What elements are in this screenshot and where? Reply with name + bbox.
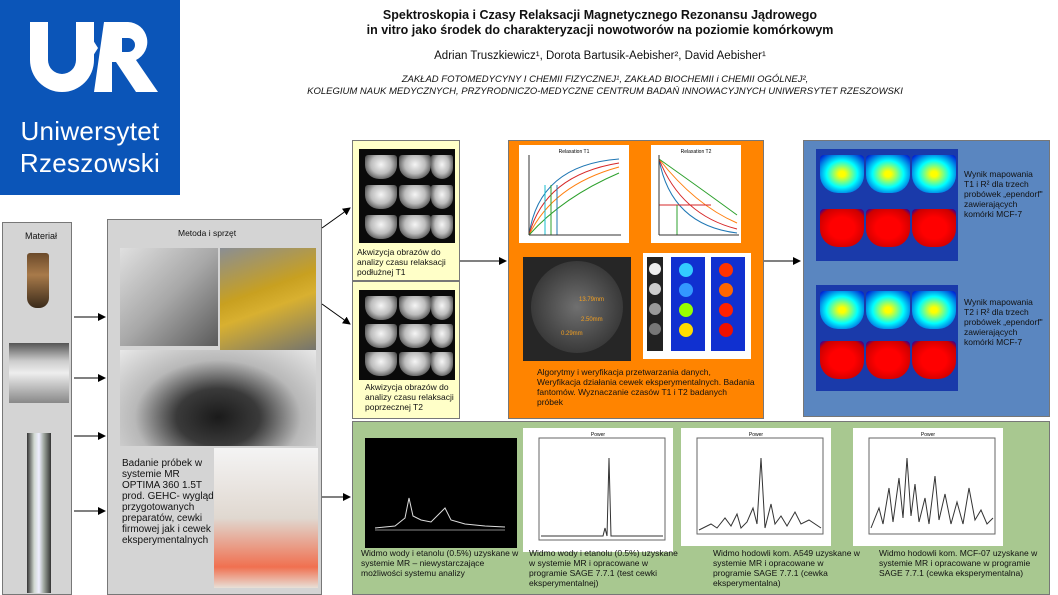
t1-acquisition-panel	[352, 140, 460, 281]
spectrum-plot-title-3: Power	[748, 432, 764, 438]
t1-mri-images	[359, 149, 455, 243]
t2-plot-title: Relaxation T2	[680, 149, 712, 155]
spectrum-caption-4: Widmo hodowli kom. MCF-07 uzyskane w systemie MR i opracowane w programie SAGE 7.7.1 (cewka eksperymentalna)	[879, 548, 1038, 578]
t2-map-image	[816, 285, 958, 391]
t1-plot-title: Relaxation T1	[558, 149, 590, 155]
algorithm-caption: Algorytmy i weryfikacja przetwarzania danych, Weryfikacja działania cewek eksperymentalnych. Badania fantomów. Wyznaczanie czasów T1 i T2 badanych próbek	[537, 367, 755, 407]
t1-relaxation-plot	[519, 145, 629, 243]
phantom-colormap-image	[643, 253, 751, 359]
affiliation-line-2: KOLEGIUM NAUK MEDYCZNYCH, PRZYRODNICZO-MEDYCZNE CENTRUM BADAŃ INNOWACYJNYCH UNIWERSYTET RZESZOWSKI	[307, 86, 903, 97]
water-ethanol-spectrum-plot	[523, 428, 673, 552]
phantom-label-1: 13.79mm	[579, 297, 605, 303]
algorithm-panel	[508, 140, 764, 419]
logo-text-line2: Rzeszowski	[19, 148, 161, 178]
t1-map-caption: Wynik mapowania T1 i R² dla trzech probówek „ependorf" zawierających komórki MCF-7	[964, 169, 1043, 219]
title-line-1: Spektroskopia i Czasy Relaksacji Magnetycznego Rezonansu Jądrowego	[382, 8, 818, 22]
material-label: Materiał	[25, 231, 58, 241]
t2-mri-images	[359, 290, 455, 380]
logo-text-line1: Uniwersytet	[20, 116, 160, 146]
phantom-mri-image	[523, 257, 631, 361]
phantom-label-3: 0.29mm	[561, 331, 583, 337]
t1-map-image	[816, 149, 958, 261]
t2-acquisition-panel	[352, 281, 460, 419]
spectrum-caption-2: Widmo wody i etanolu (0.5%) uzyskane w systemie MR i opracowane w programie SAGE 7.7.1 (test cewki eksperymentalnej)	[529, 548, 678, 588]
authors: Adrian Truszkiewicz¹, Dorota Bartusik-Aebisher², David Aebisher¹	[434, 50, 766, 62]
t2-relaxation-plot	[651, 145, 741, 243]
method-label: Metoda i sprzęt	[178, 228, 237, 238]
spectrum-caption-1: Widmo wody i etanolu (0.5%) uzyskane w systemie MR – niewystarczające możliwości systemu analizy	[361, 548, 519, 578]
a549-spectrum-plot	[681, 428, 831, 546]
spectrum-caption-3: Widmo hodowli kom. A549 uzyskane w systemie MR i opracowane w programie SAGE 7.7.1 (cewka eksperymentalna)	[713, 548, 860, 588]
results-panel	[803, 140, 1050, 417]
title-line-2: in vitro jako środek do charakteryzacji nowotworów na poziomie komórkowym	[366, 23, 834, 37]
raw-spectrum-image	[365, 438, 517, 548]
spectrum-plot-title-4: Power	[920, 432, 936, 438]
spectra-panel	[352, 421, 1050, 595]
t2-caption: Akwizycja obrazów do analizy czasu relaksacji poprzecznej T2	[365, 382, 454, 412]
t2-map-caption: Wynik mapowania T2 i R² dla trzech probówek „ependorf" zawierających komórki MCF-7	[964, 297, 1043, 347]
phantom-label-2: 2.50mm	[581, 317, 603, 323]
t1-caption: Akwizycja obrazów do analizy czasu relaksacji podłużnej T1	[357, 247, 446, 277]
mcf7-spectrum-plot	[853, 428, 1003, 546]
spectrum-plot-title-2: Power	[590, 432, 606, 438]
method-description: Badanie próbek w systemie MR OPTIMA 360 1.5T prod. GEHC- wygląd przygotowanych preparatów, cewki firmowej jak i cewek eksperymentalnych	[122, 458, 214, 546]
affiliation-line-1: ZAKŁAD FOTOMEDYCYNY I CHEMII FIZYCZNEJ¹, ZAKŁAD BIOCHEMII i CHEMII OGÓLNEJ²,	[401, 74, 809, 85]
